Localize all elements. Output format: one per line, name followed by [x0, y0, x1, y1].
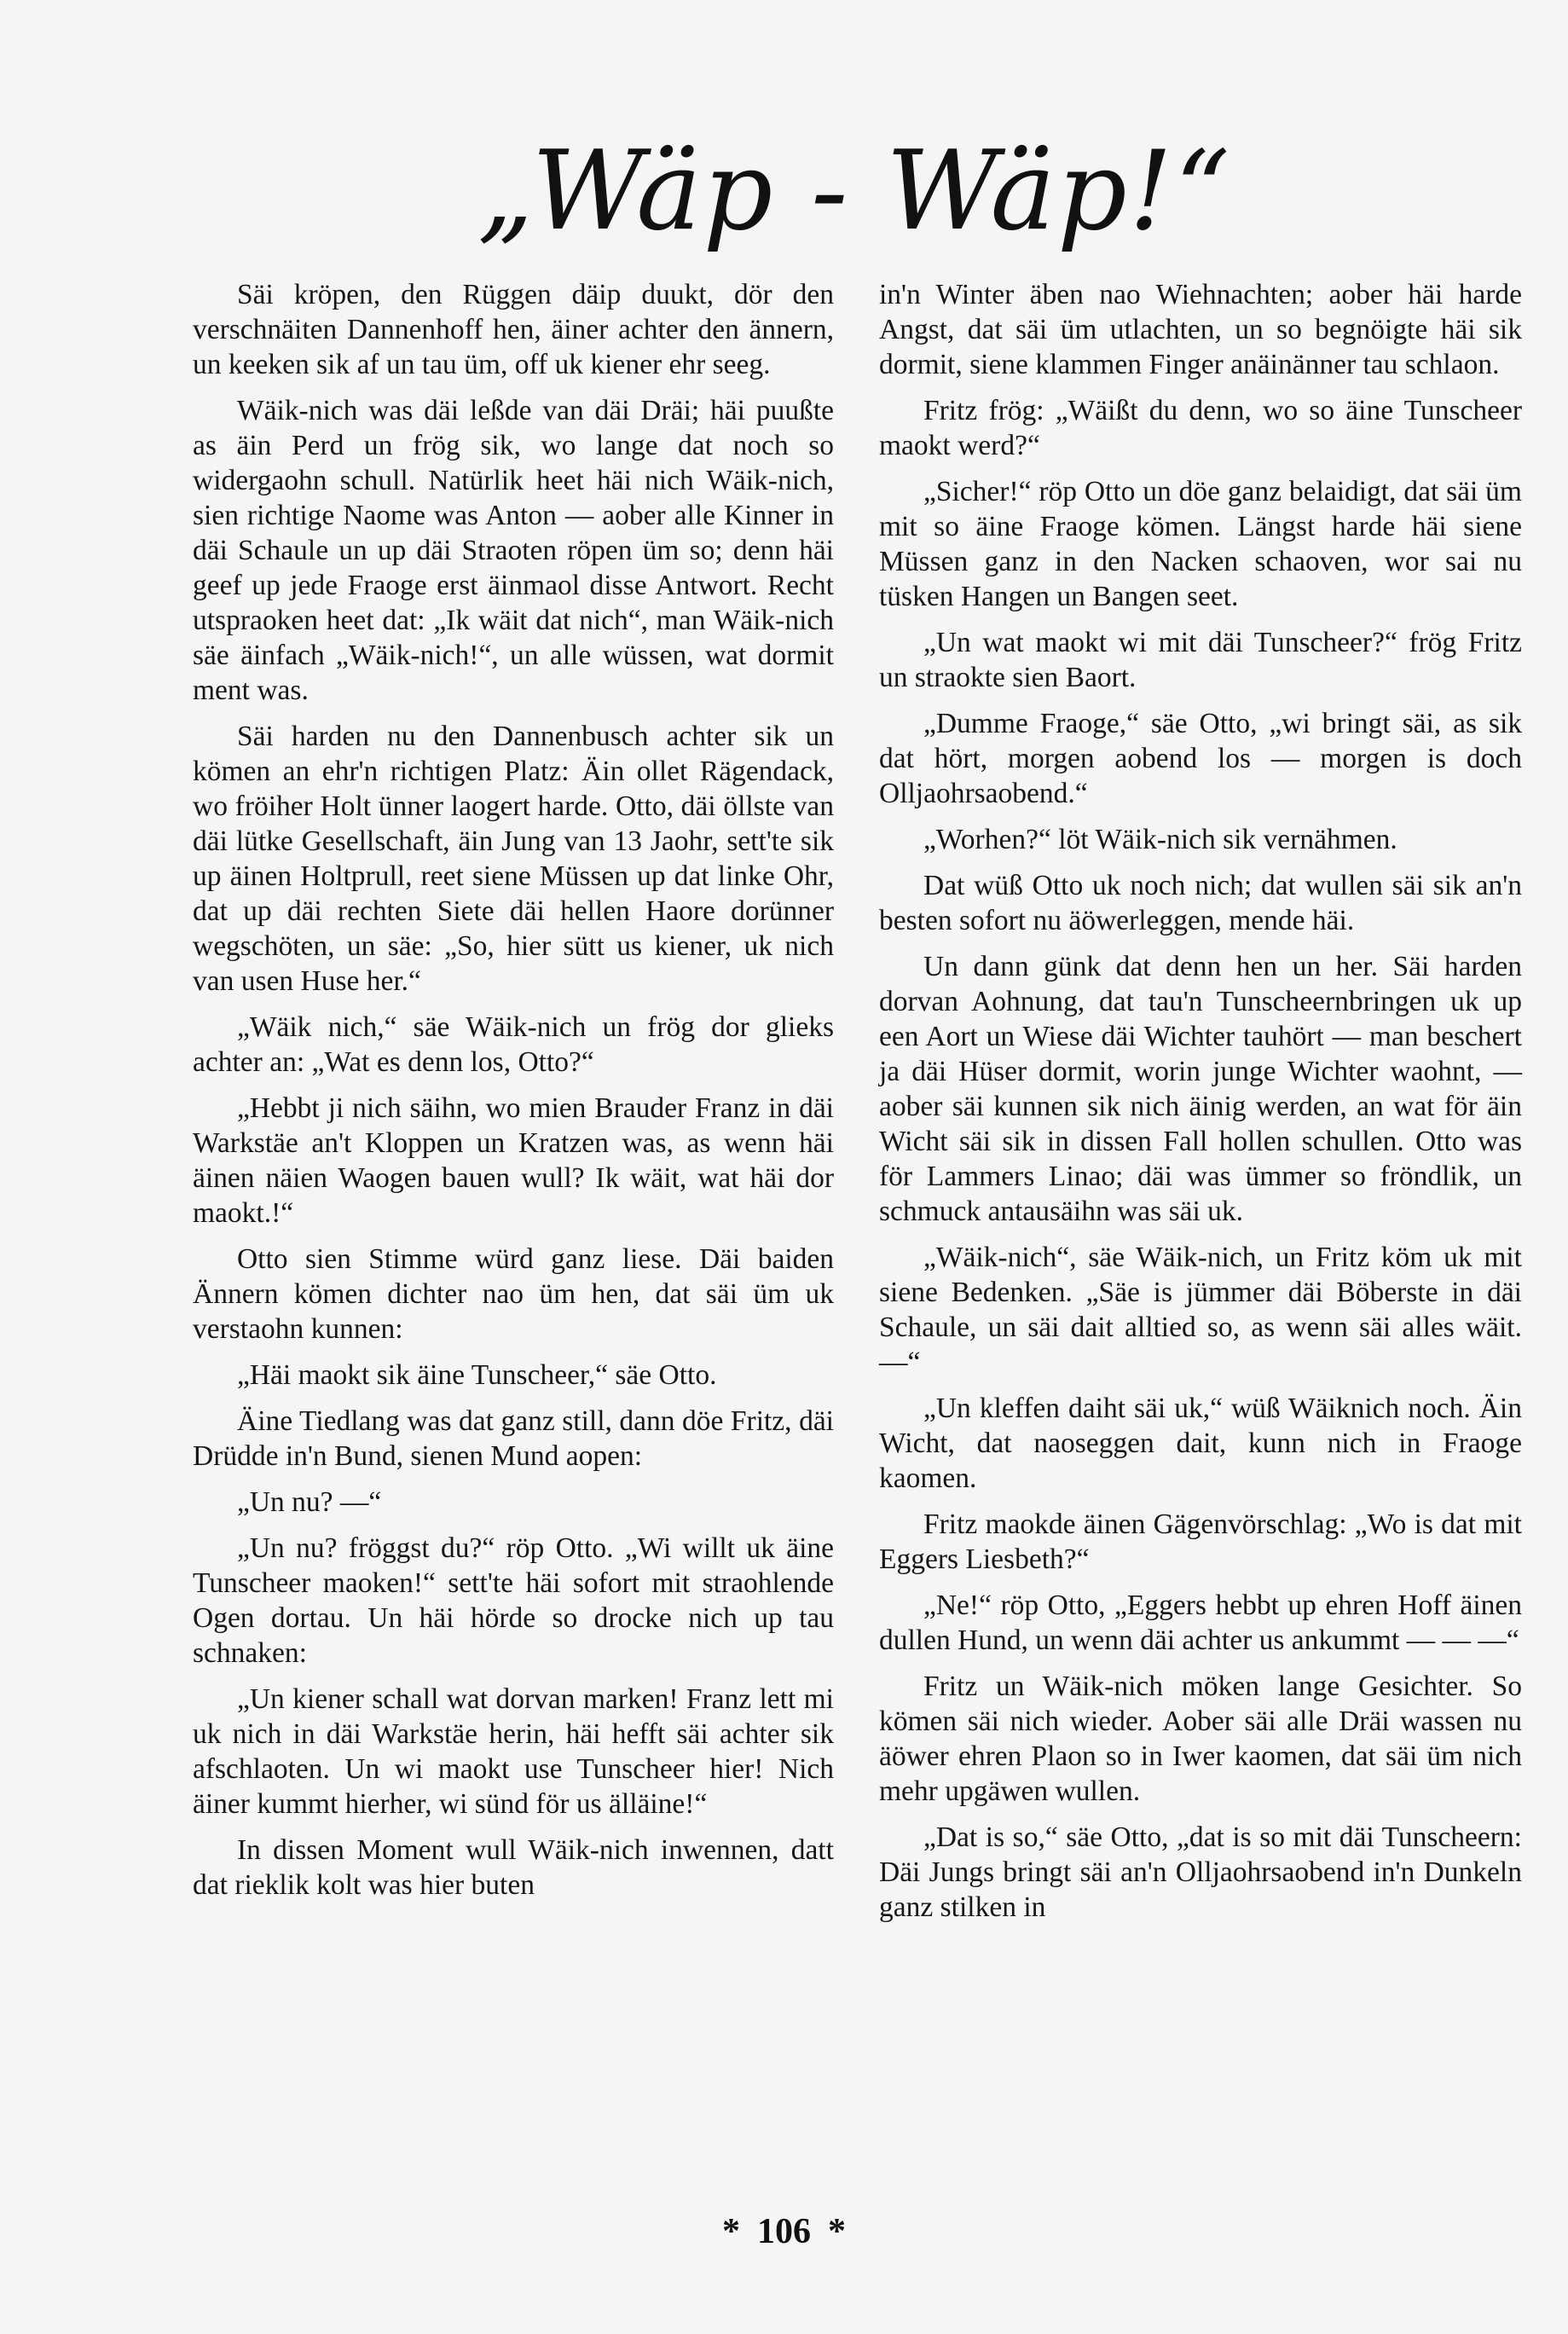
paragraph: „Hebbt ji nich säihn, wo mien Brauder Franz in däi Warkstäe an't Kloppen un Kratzen was, as wenn häi äinen näien Waogen bauen wull? Ik wäit, wat häi dor maokt.!“ [193, 1092, 834, 1229]
paragraph: Fritz maokde äinen Gägenvörschlag: „Wo is dat mit Eggers Liesbeth?“ [879, 1509, 1522, 1575]
story-title: „Wäp - Wäp!“ [477, 128, 1232, 255]
paragraph: „Un wat maokt wi mit däi Tunscheer?“ frög Fritz un straokte sien Baort. [879, 627, 1522, 693]
paragraph: Säi kröpen, den Rüggen däip duukt, dör den verschnäiten Dannenhoff hen, äiner achter den ännern, un keeken sik af un tau üm, off uk kiener ehr seeg. [193, 279, 834, 380]
paragraph: „Un nu? fröggst du?“ röp Otto. „Wi willt uk äine Tunscheer maoken!“ sett'te häi sofort mit straohlende Ogen dortau. Un häi hörde so drocke nich up tau schnaken: [193, 1532, 834, 1669]
paragraph: Dat wüß Otto uk noch nich; dat wullen säi sik an'n besten sofort nu äöwerleggen, mende häi. [879, 870, 1522, 936]
paragraph: „Wäik-nich“, säe Wäik-nich, un Fritz köm uk mit siene Bedenken. „Säe is jümmer däi Böberste in däi Schaule, un säi dait alltied so, as wenn säi alles wäit. —“ [879, 1242, 1522, 1378]
paragraph: „Un nu? —“ [237, 1486, 382, 1518]
paragraph: „Dumme Fraoge,“ säe Otto, „wi bringt säi, as sik dat hört, morgen aobend los — morgen is doch Olljaohrsaobend.“ [879, 708, 1522, 809]
paragraph: in'n Winter äben nao Wiehnachten; aober häi harde Angst, dat säi üm utlachten, un so begnöigte häi sik dormit, siene klammen Finger anäinänner tau schlaon. [879, 279, 1522, 380]
paragraph: Fritz un Wäik-nich möken lange Gesichter. So kömen säi nich wieder. Aober säi alle Dräi wassen nu äöwer ehren Plaon so in Iwer kaomen, dat säi üm nich mehr upgäwen wullen. [879, 1671, 1522, 1807]
paragraph: „Wäik nich,“ säe Wäik-nich un frög dor glieks achter an: „Wat es denn los, Otto?“ [193, 1011, 834, 1078]
paragraph: Wäik-nich was däi leßde van däi Dräi; häi puußte as äin Perd un frög sik, wo lange dat noch so widergaohn schull. Natürlik heet häi nich Wäik-nich, sien richtige Naome was Anton — aober alle Kinner in däi Schaule un up däi Straoten röpen üm so; denn häi geef up jede Fraoge erst äinmaol disse Antwort. Recht utspraoken heet dat: „Ik wäit dat nich“, man Wäik-nich säe äinfach „Wäik-nich!“, un alle wüssen, wat dormit ment was. [193, 395, 834, 706]
right-text-column [879, 277, 1522, 1936]
paragraph: „Sicher!“ röp Otto un döe ganz belaidigt, dat säi üm mit so äine Fraoge kömen. Längst harde häi siene Müssen ganz in den Nacken schaoven, wor sai nu tüsken Hangen un Bangen seet. [879, 476, 1522, 612]
star-ornament-right: * [828, 2212, 846, 2251]
paragraph: „Dat is so,“ säe Otto, „dat is so mit däi Tunscheern: Däi Jungs bringt säi an'n Olljaohrsaobend in'n Dunkeln ganz stilken in [879, 1821, 1522, 1923]
paragraph: „Un kleffen daiht säi uk,“ wüß Wäiknich noch. Äin Wicht, dat naoseggen dait, kunn nich in Fraoge kaomen. [879, 1393, 1522, 1494]
paragraph: Äine Tiedlang was dat ganz still, dann döe Fritz, däi Drüdde in'n Bund, sienen Mund aopen: [193, 1405, 834, 1472]
left-text-column [193, 277, 834, 1914]
page-number-footer [0, 2210, 1568, 2253]
paragraph: Fritz frög: „Wäißt du denn, wo so äine Tunscheer maokt werd?“ [879, 395, 1522, 461]
paragraph: „Häi maokt sik äine Tunscheer,“ säe Otto. [237, 1359, 717, 1391]
paragraph: Un dann günk dat denn hen un her. Säi harden dorvan Aohnung, dat tau'n Tunscheernbringen uk up een Aort un Wiese däi Wichter tauhört — man beschert ja däi Hüser dormit, worin junge Wichter waohnt, — aober säi kunnen sik nich äinig werden, an wat för äin Wicht säi sik in dissen Fall hollen schullen. Otto was för Lammers Linao; däi was ümmer so fröndlik, un schmuck antausäihn was säi uk. [879, 951, 1522, 1227]
paragraph: „Ne!“ röp Otto, „Eggers hebbt up ehren Hoff äinen dullen Hund, un wenn däi achter us ankummt — — —“ [879, 1590, 1522, 1656]
page-number: 106 [757, 2212, 811, 2251]
paragraph: Otto sien Stimme würd ganz liese. Däi baiden Ännern kömen dichter nao üm hen, dat säi üm uk verstaohn kunnen: [193, 1243, 834, 1345]
paragraph: „Un kiener schall wat dorvan marken! Franz lett mi uk nich in däi Warkstäe herin, häi hefft säi achter sik afschlaoten. Un wi maokt use Tunscheer hier! Nich äiner kummt hierher, wi sünd för us älläine!“ [193, 1683, 834, 1820]
star-ornament-left: * [722, 2212, 740, 2251]
paragraph: „Worhen?“ löt Wäik-nich sik vernähmen. [923, 824, 1397, 855]
paragraph: Säi harden nu den Dannenbusch achter sik un kömen an ehr'n richtigen Platz: Äin ollet Rägendack, wo fröiher Holt ünner laogert harde. Otto, däi öllste van däi lütke Gesellschaft, äin Jung van 13 Jaohr, sett'te sik up äinen Holtprull, reet siene Müssen up dat linke Ohr, dat up däi rechten Siete däi hellen Haore dorünner wegschöten, un säe: „So, hier sütt us kiener, uk nich van usen Huse her.“ [193, 721, 834, 997]
paragraph: In dissen Moment wull Wäik-nich inwennen, datt dat rieklik kolt was hier buten [193, 1834, 834, 1901]
